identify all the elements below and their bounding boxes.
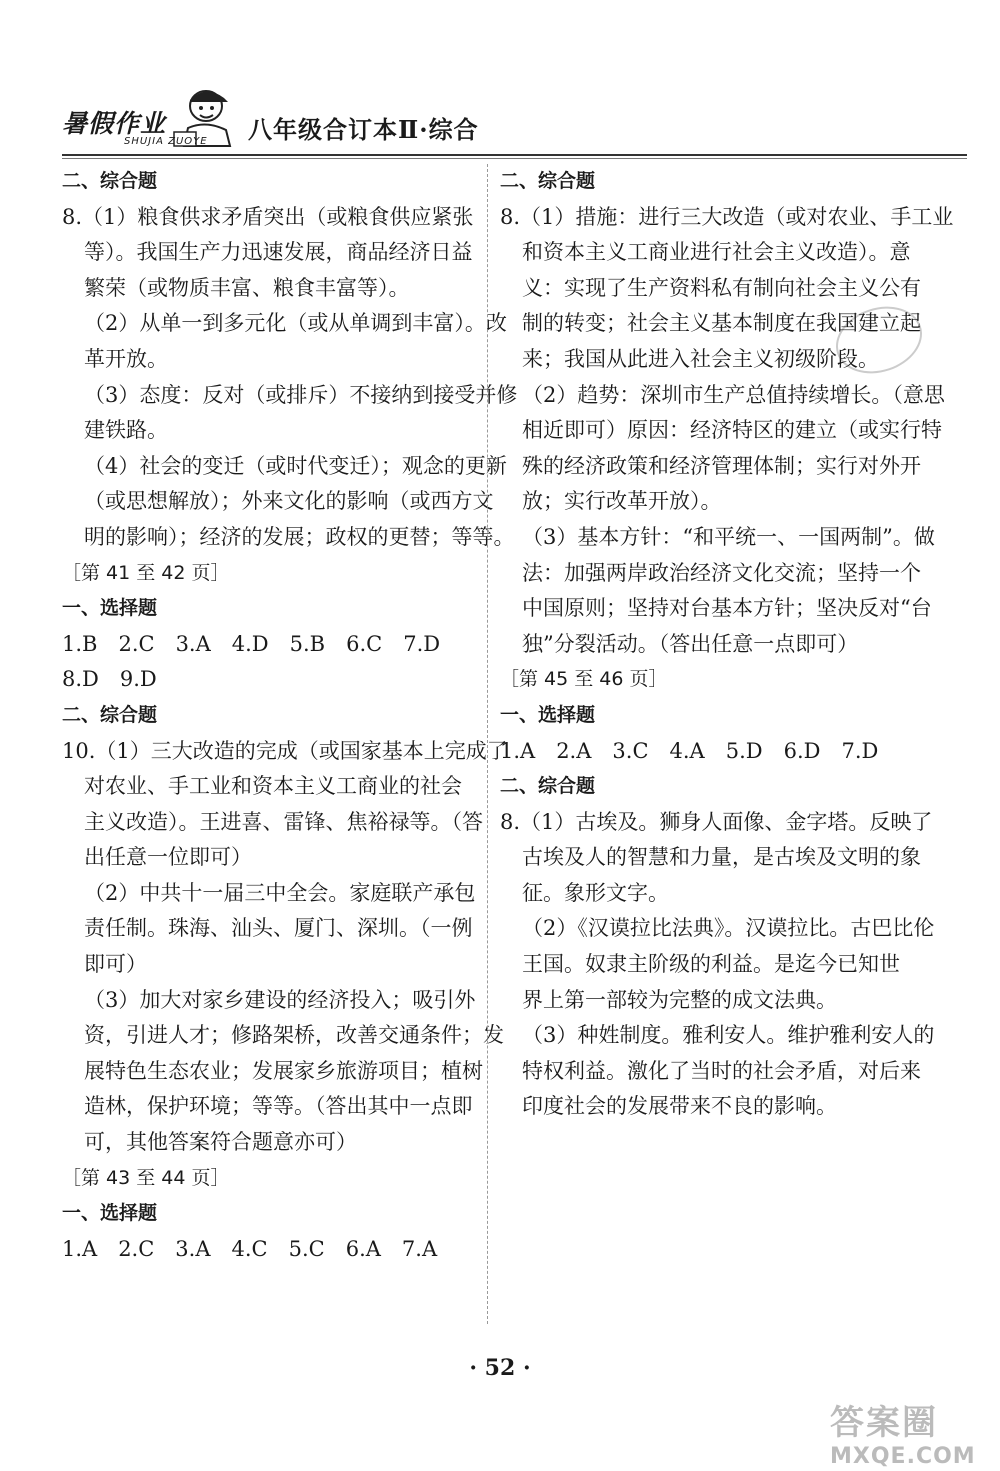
book-title: 八年级合订本Ⅱ·综合 <box>248 115 479 144</box>
answer-line: 对农业、手工业和资本主义工商业的社会 <box>84 774 462 799</box>
answer-line: （2）中共十一届三中全会。家庭联产承包 <box>84 880 476 905</box>
answer-line: 可，其他答案符合题意亦可） <box>84 1130 357 1155</box>
answer-line: 法：加强两岸政治经济文化交流；坚持一个 <box>522 560 921 585</box>
answer-line: 等）。我国生产力迅速发展，商品经济日益 <box>84 240 473 265</box>
header-rule <box>62 154 967 156</box>
answer-line: 义：实现了生产资料私有制向社会主义公有 <box>522 275 921 300</box>
watermark-url: MXQE.COM <box>830 1444 976 1469</box>
section-heading: 一、选择题 <box>62 1202 158 1225</box>
header-rule-thin <box>62 158 967 159</box>
answer-line: 独”分裂活动。（答出任意一点即可） <box>522 631 859 656</box>
answer-line: （2）趋势：深圳市生产总值持续增长。（意思 <box>522 382 945 407</box>
answer-line: 明的影响）；经济的发展；政权的更替；等等。 <box>84 524 515 549</box>
answer-line: （2）《汉谟拉比法典》。汉谟拉比。古巴比伦 <box>522 916 935 941</box>
answer-line: 资，引进人才；修路架桥，改善交通条件；发 <box>84 1023 504 1048</box>
answer-line: 王国。奴隶主阶级的利益。是迄今已知世 <box>522 952 900 977</box>
watermark-logo-text: 答案圈 <box>830 1403 938 1443</box>
answer-line: 主义改造）。王进喜、雷锋、焦裕禄等。（答 <box>84 809 483 834</box>
answer-line: 制的转变；社会主义基本制度在我国建立起 <box>522 311 921 336</box>
answer-line: 展特色生态农业；发展家乡旅游项目；植树 <box>84 1058 483 1083</box>
answer-line: 责任制。珠海、汕头、厦门、深圳。（一例 <box>84 916 473 941</box>
answer-line: 特权利益。激化了当时的社会矛盾，对后来 <box>522 1058 921 1083</box>
column-divider <box>487 164 488 1324</box>
brand-logo: 暑假作业 <box>62 109 167 138</box>
right-column <box>500 164 954 1125</box>
answer-line: 即可） <box>84 952 147 977</box>
page-number: · 52 · <box>469 1355 531 1381</box>
page-range-heading: ［第 41 至 42 页］ <box>62 561 230 584</box>
answer-line: （3）基本方针：“和平统一、一国两制”。做 <box>522 524 935 549</box>
section-heading: 一、选择题 <box>62 597 158 620</box>
left-column <box>62 164 518 1267</box>
section-heading: 二、综合题 <box>500 775 596 798</box>
answer-line: 征。象形文字。 <box>522 880 669 905</box>
answer-line: 放；实行改革开放）。 <box>522 489 722 514</box>
answer-line: （3）加大对家乡建设的经济投入；吸引外 <box>84 987 476 1012</box>
answer-line: 繁荣（或物质丰富、粮食丰富等）。 <box>84 275 410 300</box>
page-header <box>62 84 982 160</box>
answer-line: 革开放。 <box>84 346 168 371</box>
page-range-heading: ［第 43 至 44 页］ <box>62 1166 230 1189</box>
answer-line: 相近即可）原因：经济特区的建立（或实行特 <box>522 418 942 443</box>
section-heading: 二、综合题 <box>500 170 596 192</box>
answer-line: 界上第一部较为完整的成文法典。 <box>522 987 837 1012</box>
section-heading: 二、综合题 <box>62 170 158 192</box>
brand-subtitle: SHUJIA ZUOYE <box>124 136 208 147</box>
page-range-heading: ［第 45 至 46 页］ <box>500 668 668 691</box>
answer-line: 8.（1）古埃及。狮身人面像、金字塔。反映了 <box>500 809 933 834</box>
answer-line: 来；我国从此进入社会主义初级阶段。 <box>522 346 879 371</box>
answer-line: 建铁路。 <box>84 418 168 443</box>
answer-line: （2）从单一到多元化（或从单调到丰富）。改 <box>84 311 507 336</box>
answer-line: 古埃及人的智慧和力量，是古埃及文明的象 <box>522 845 921 870</box>
answer-line: 印度社会的发展带来不良的影响。 <box>522 1094 837 1119</box>
answer-line: 1.B 2.C 3.A 4.D 5.B 6.C 7.D <box>62 631 441 656</box>
answer-line: 10.（1）三大改造的完成（或国家基本上完成了 <box>62 738 508 763</box>
answer-line: 1.A 2.A 3.C 4.A 5.D 6.D 7.D <box>500 738 879 763</box>
answer-line: （3）态度：反对（或排斥）不接纳到接受并修 <box>84 382 518 407</box>
answer-line: 8.（1）措施：进行三大改造（或对农业、手工业 <box>500 204 954 229</box>
answer-line: （或思想解放）；外来文化的影响（或西方文 <box>84 489 494 514</box>
answer-line: 8.D 9.D <box>62 667 157 692</box>
answer-line: 殊的经济政策和经济管理体制；实行对外开 <box>522 453 921 478</box>
site-watermark <box>830 1395 976 1469</box>
answer-line: 造林，保护环境；等等。（答出其中一点即 <box>84 1094 473 1119</box>
answer-line: （3）种姓制度。雅利安人。维护雅利安人的 <box>522 1023 935 1048</box>
answer-line: 8.（1）粮食供求矛盾突出（或粮食供应紧张 <box>62 204 474 229</box>
answer-line: 中国原则；坚持对台基本方针；坚决反对“台 <box>522 596 932 621</box>
section-heading: 一、选择题 <box>500 703 596 726</box>
section-heading: 二、综合题 <box>62 703 158 726</box>
answer-line: （4）社会的变迁（或时代变迁）；观念的更新 <box>84 453 507 478</box>
answer-line: 1.A 2.C 3.A 4.C 5.C 6.A 7.A <box>62 1236 438 1261</box>
answer-line: 和资本主义工商业进行社会主义改造）。意 <box>522 240 911 265</box>
answer-line: 出任意一位即可） <box>84 845 252 870</box>
